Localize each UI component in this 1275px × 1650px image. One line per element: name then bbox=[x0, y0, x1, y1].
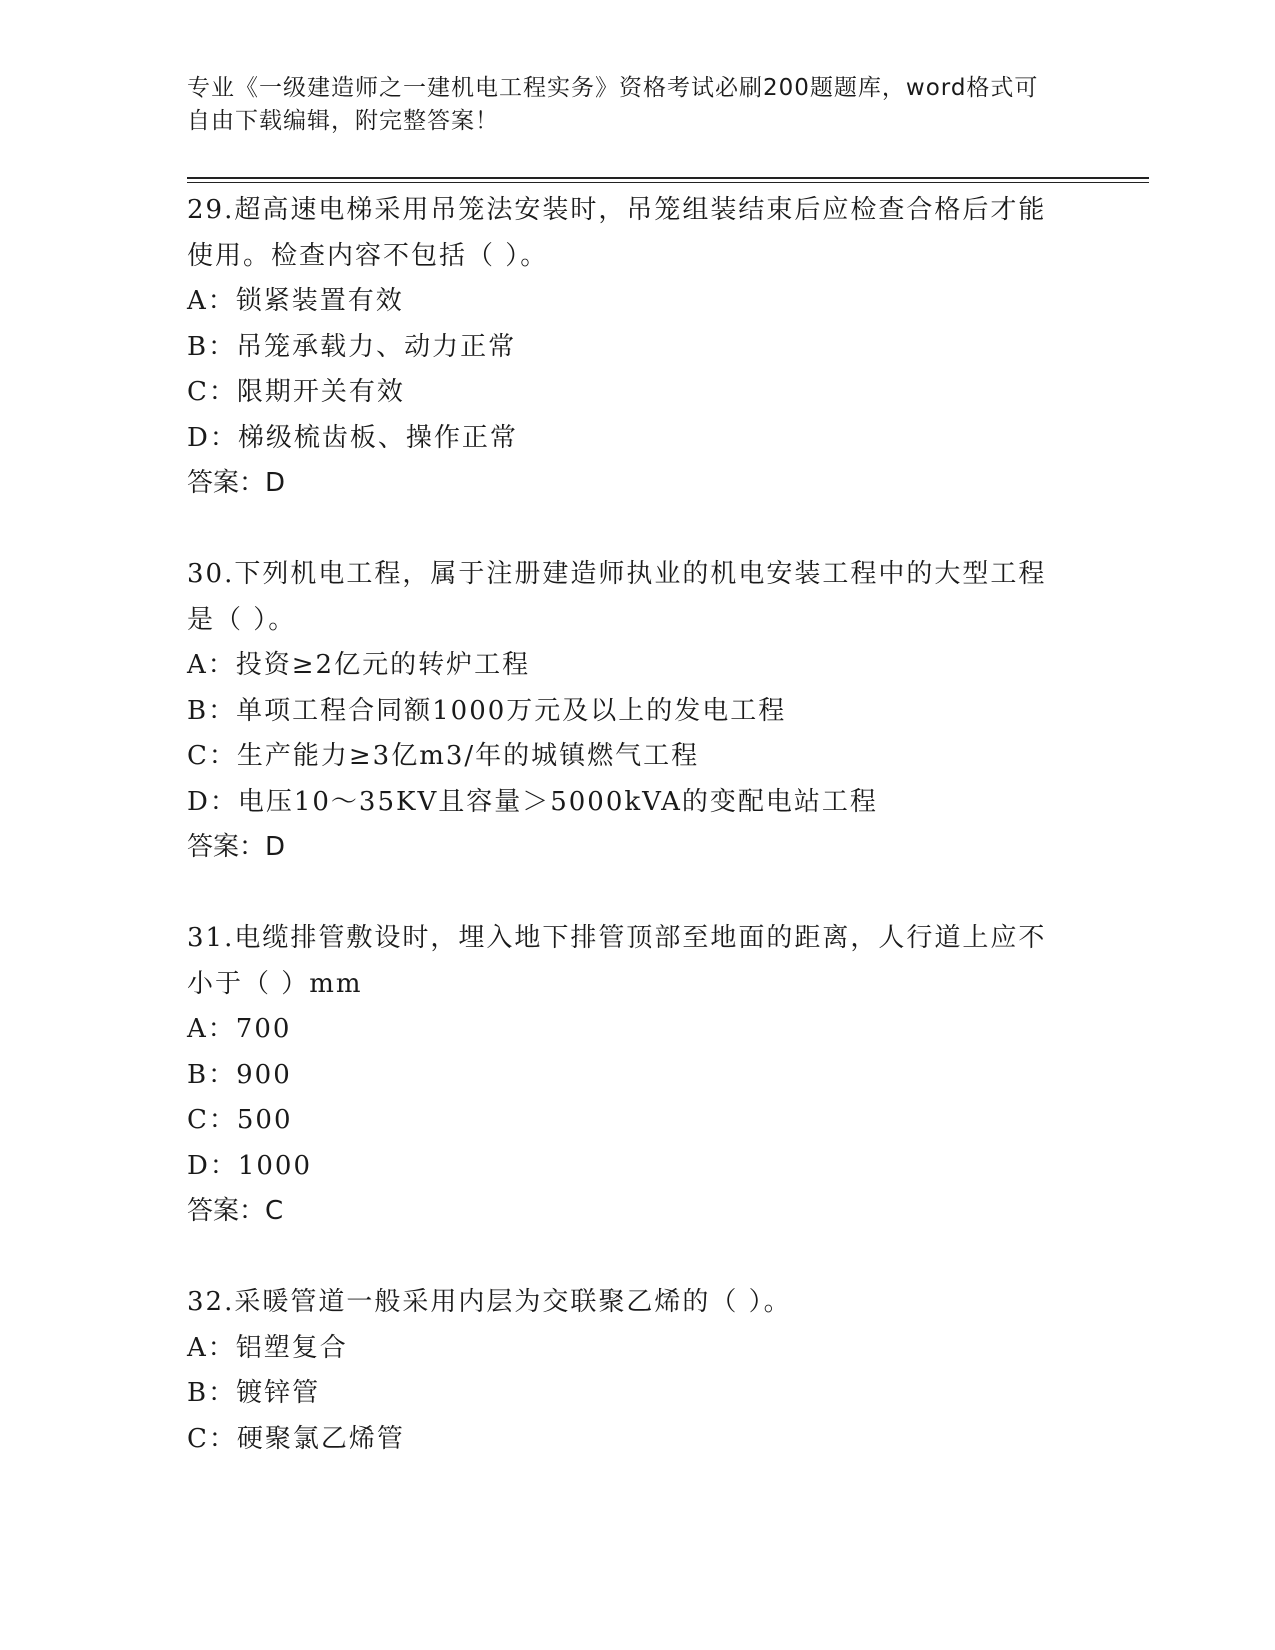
document-header bbox=[187, 72, 1067, 138]
option-b: B：900 bbox=[187, 1059, 292, 1090]
question-block-30 bbox=[187, 552, 1087, 871]
spacer bbox=[187, 507, 1087, 553]
question-block-31 bbox=[187, 916, 1087, 1235]
question-stem: 是（ ）。 bbox=[187, 604, 297, 635]
option-b: B：吊笼承载力、动力正常 bbox=[187, 331, 517, 362]
header-line-1: 专业《一级建造师之一建机电工程实务》资格考试必刷200题题库，word格式可 bbox=[187, 75, 1039, 101]
option-b: B：镀锌管 bbox=[187, 1378, 321, 1408]
option-d: D：梯级梳齿板、操作正常 bbox=[187, 422, 518, 453]
option-a: A：铝塑复合 bbox=[187, 1332, 348, 1363]
spacer bbox=[187, 871, 1087, 917]
option-d: D：1000 bbox=[187, 1150, 313, 1181]
option-a: A：锁紧装置有效 bbox=[187, 286, 404, 316]
option-a: A：700 bbox=[187, 1014, 292, 1044]
header-divider-thick bbox=[187, 177, 1149, 179]
option-b: B：单项工程合同额1000万元及以上的发电工程 bbox=[187, 695, 787, 726]
option-c: C：生产能力≥3亿m3/年的城镇燃气工程 bbox=[187, 741, 700, 771]
option-c: C：硬聚氯乙烯管 bbox=[187, 1423, 405, 1454]
question-block-32 bbox=[187, 1280, 1087, 1462]
option-d: D：电压10～35KV且容量＞5000kVA的变配电站工程 bbox=[187, 786, 878, 817]
question-stem: 32.采暖管道一般采用内层为交联聚乙烯的（ ）。 bbox=[187, 1287, 792, 1317]
question-block-29 bbox=[187, 188, 1087, 507]
question-stem: 31.电缆排管敷设时，埋入地下排管顶部至地面的距离，人行道上应不 bbox=[187, 923, 1047, 953]
question-stem: 30.下列机电工程，属于注册建造师执业的机电安装工程中的大型工程 bbox=[187, 559, 1047, 589]
question-stem: 29.超高速电梯采用吊笼法安装时，吊笼组装结束后应检查合格后才能 bbox=[187, 195, 1047, 225]
answer-label: 答案：C bbox=[187, 1196, 284, 1226]
question-stem: 小于（ ）mm bbox=[187, 968, 363, 999]
answer-label: 答案：D bbox=[187, 468, 286, 498]
option-c: C：500 bbox=[187, 1105, 293, 1135]
option-c: C：限期开关有效 bbox=[187, 377, 405, 407]
question-stem: 使用。检查内容不包括（ ）。 bbox=[187, 240, 549, 271]
question-list bbox=[187, 188, 1087, 1462]
header-divider-thin bbox=[187, 182, 1149, 183]
header-line-2: 自由下载编辑，附完整答案！ bbox=[187, 108, 499, 134]
option-a: A：投资≥2亿元的转炉工程 bbox=[187, 650, 531, 680]
spacer bbox=[187, 1235, 1087, 1281]
answer-label: 答案：D bbox=[187, 832, 286, 862]
